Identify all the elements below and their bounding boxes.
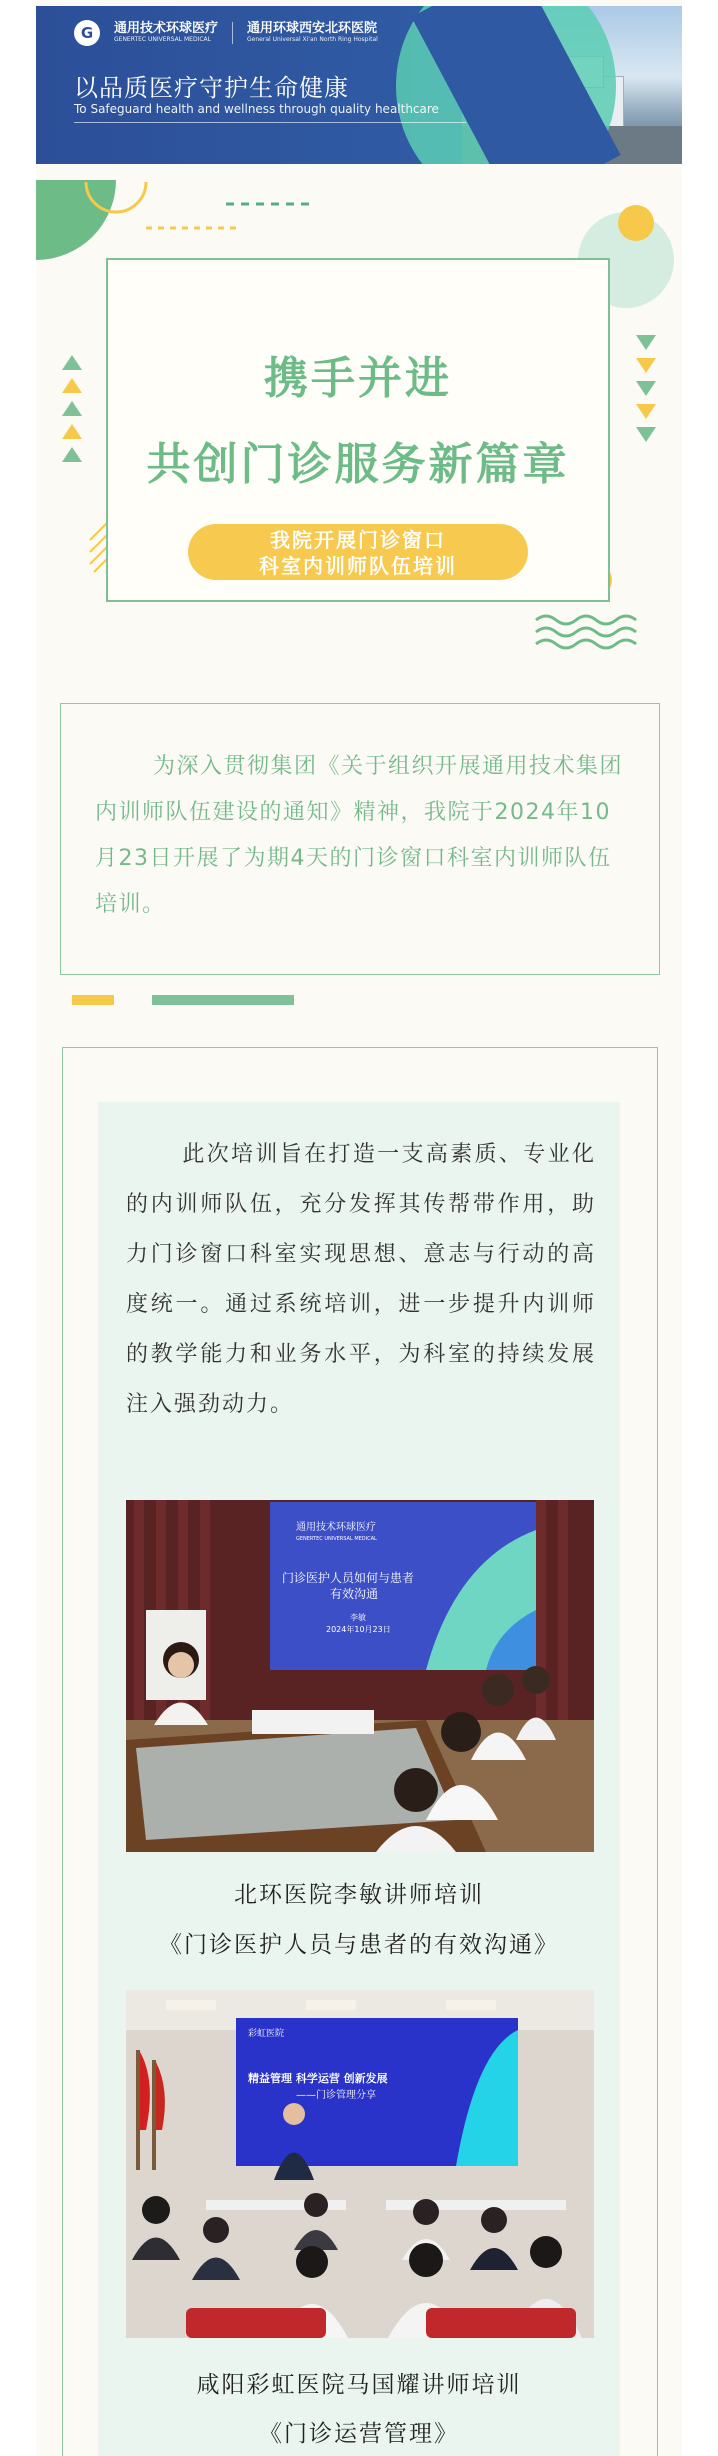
photo1-caption-1: 北环医院李敏讲师培训 (234, 1882, 484, 1908)
slogan-cn: 以品质医疗守护生命健康 (74, 74, 349, 102)
yellow-bar-decoration (72, 995, 114, 1005)
training-photo-1 (126, 1500, 594, 1852)
right-triangles-icon (636, 335, 656, 442)
screen1-presenter: 李敏 (350, 1613, 366, 1622)
subtitle-line-1: 我院开展门诊窗口 (270, 528, 446, 552)
subtitle-pill (188, 524, 528, 580)
body-paragraph (126, 1130, 596, 1430)
screen2-title-1: 精益管理 科学运营 创新发展 (248, 2072, 388, 2085)
logo-en: GENERTEC UNIVERSAL MEDICAL (114, 36, 211, 43)
slogan-en: To Safeguard health and wellness through quality healthcare (74, 102, 439, 116)
screen1-title-2: 有效沟通 (330, 1587, 379, 1601)
left-triangles-icon (62, 355, 82, 462)
screen1-logo: 通用技术环球医疗 (296, 1522, 376, 1533)
green-quarter-circle-icon (36, 180, 116, 260)
green-waves-icon (536, 616, 636, 648)
photo1-caption-2: 《门诊医护人员与患者的有效沟通》 (159, 1932, 559, 1958)
green-bar-decoration (152, 995, 294, 1005)
title-line-1: 携手并进 (264, 353, 452, 404)
photo2-caption-1: 咸阳彩虹医院马国耀讲师培训 (196, 2372, 522, 2398)
screen2-title-2: ——门诊管理分享 (296, 2090, 376, 2101)
screen1-title-1: 门诊医护人员如何与患者 (282, 1571, 415, 1585)
hospital-name-en: General Universal Xi'an North Ring Hospital (247, 36, 378, 43)
subtitle-line-2: 科室内训师队伍培训 (259, 554, 457, 578)
genertec-logo-icon: G (74, 20, 100, 46)
yellow-circle-icon (618, 205, 654, 241)
slogan-underline (74, 122, 466, 123)
hospital-name-cn: 通用环球西安北环医院 (247, 21, 378, 36)
title-line-2: 共创门诊服务新篇章 (146, 439, 570, 490)
intro-box (60, 703, 660, 975)
training-photo-2 (126, 1990, 594, 2338)
header-banner (36, 6, 682, 164)
photo2-caption-2: 《门诊运营管理》 (259, 2421, 459, 2447)
title-frame (106, 258, 610, 602)
screen1-date: 2024年10月23日 (326, 1625, 391, 1634)
body-paragraph-content: 此次培训旨在打造一支高素质、专业化的内训师队伍，充分发挥其传帮带作用，助力门诊窗口科室实现思想、意志与行动的高度统一。通过系统培训，进一步提升内训师的教学能力和业务水平，为科室的持续发展注入强劲动力。 (126, 1142, 596, 1417)
screen1-logo-en: GENERTEC UNIVERSAL MEDICAL (296, 1536, 377, 1542)
screen2-logo: 彩虹医院 (248, 2029, 285, 2039)
banner-logos (74, 20, 378, 46)
intro-text (95, 744, 625, 928)
logo-cn: 通用技术环球医疗 (114, 21, 219, 36)
logo-divider (232, 22, 233, 44)
intro-text-content: 为深入贯彻集团《关于组织开展通用技术集团内训师队伍建设的通知》精神，我院于2024年10月23日开展了为期4天的门诊窗口科室内训师队伍培训。 (95, 754, 624, 917)
